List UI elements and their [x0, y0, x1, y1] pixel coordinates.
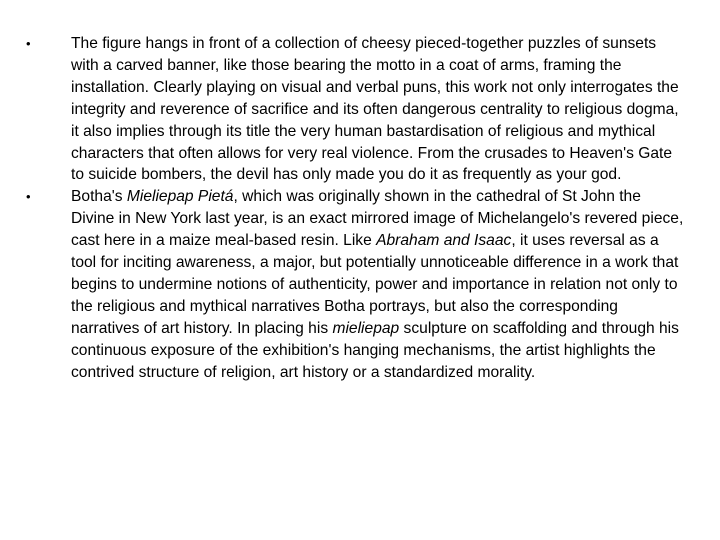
bullet-list — [26, 33, 686, 384]
text-segment: sculpture on scaffolding and through his continuous exposure of the exhibition's hanging mechanisms, the artist highlights the contrived structure of religion, art history or a standardized morality. — [71, 319, 679, 381]
artwork-reference: Abraham and Isaac — [376, 232, 512, 250]
bullet-marker: • — [26, 189, 31, 205]
bullet-text — [71, 186, 686, 383]
artwork-title: Mieliepap Pietá — [126, 188, 234, 206]
bullet-text: The figure hangs in front of a collection of cheesy pieced-together puzzles of sunsets with a carved banner, like those bearing the motto in a coat of arms, framing the installation. Clearly playing on visual and verbal puns, this work not only interrogates the integrity and reverence of sacrifice and its often dangerous centrality to religious dogma, it also implies through its title the very human bastardisation of religious and mythical characters that often allows for very real violence. From the crusades to Heaven's Gate to suicide bombers, the devil has only made you do it as frequently as your god. — [71, 35, 679, 184]
text-segment: Botha's — [71, 188, 127, 206]
italic-word: mieliepap — [332, 319, 400, 337]
bullet-item-1 — [26, 33, 686, 186]
text-segment: , it uses reversal as a tool for inciting awareness, a major, but potentially unnoticeable difference in a work that begins to undermine notions of authenticity, power and importance in relation not only to the religious and mythical narratives Botha portrays, but also the corresponding narratives of art history. In placing his — [71, 232, 679, 337]
bullet-marker: • — [26, 36, 31, 51]
text-segment: , which was originally shown in the cathedral of St John the Divine in New York last year, is an exact mirrored image of Michelangelo's revered piece, cast here in a maize meal-based resin. Like — [71, 188, 684, 250]
bullet-item-2 — [26, 186, 686, 383]
